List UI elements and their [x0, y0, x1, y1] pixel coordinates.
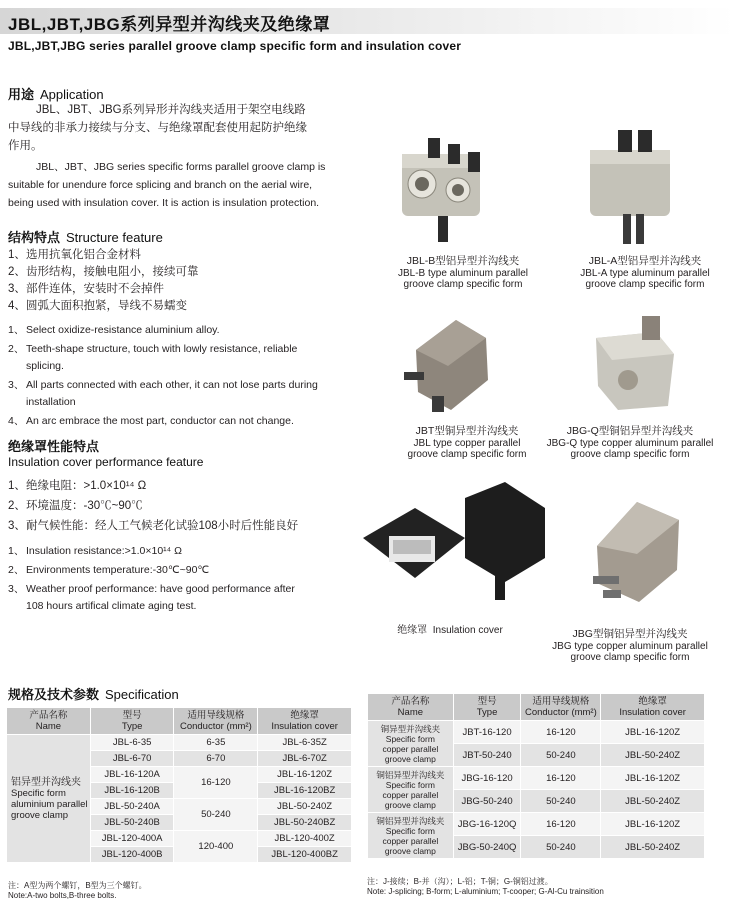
table-row: JBL-16-120B JBL-16-120BZ [7, 783, 352, 799]
list-item: 1、 绝缘电阻：>1.0×10¹⁴ Ω [8, 480, 147, 492]
structure-heading: 结构特点 Structure feature [8, 230, 163, 245]
list-item: splicing. [26, 360, 64, 372]
application-text-en: JBL、JBT、JBG series specific forms parallel groove clamp is suitable for unendure force splicing and branch on the aerial wire, being used with insulation cover. It is action is insulation protection. [8, 161, 326, 209]
list-item: 108 hours artifical climate aging test. [26, 600, 197, 612]
table-row: 铝异型并沟线夹 Specific form aluminium parallel groove clamp JBL-6-35 6-35 JBL-6-35Z [7, 735, 352, 751]
note-left: 注：A型为两个螺钉，B型为三个螺钉。 Note:A-two bolts,B-three bolts. [8, 881, 147, 900]
jbg-q-clamp-image [578, 310, 688, 420]
caption-jbg-q: JBG-Q型铜铝异型并沟线夹 JBG-Q type copper aluminum parallel groove clamp specific form [546, 425, 714, 460]
table-row: 铜铝异型并沟线夹 Specific form copper parallel groove clamp JBG-16-120Q 16-120 JBL-16-120Z [368, 813, 705, 836]
jbl-a-clamp-image [578, 120, 683, 250]
page-title: JBL,JBT,JBG系列异型并沟线夹及绝缘罩 [8, 15, 331, 34]
list-item: 3、 耐气候性能：经人工气候老化试验108小时后性能良好 [8, 520, 299, 532]
list-item: 3、 Weather proof performance: have good performance after [8, 583, 295, 595]
table-row: JBG-50-240Q 50-240 JBL-50-240Z [368, 836, 705, 859]
table-row: JBL-6-70 6-70 JBL-6-70Z [7, 751, 352, 767]
spec-table-aluminium: 产品名称 Name 型号 Type 适用导线规格 Conductor (mm²) 绝缘罩 Insulation cover 铝异型并沟线夹 Specific form aluminium parallel groove clamp JBL-6-35 6-35 JBL-6-35Z JBL-6-70 6-70 JBL-6-70Z JBL-16-120A 16-120 JBL-16-120Z JBL-16-120B JBL-16-120BZ JBL-50-240A 50-240 JBL-50-240Z JBL-50-240B JBL-50-240BZ JBL-120-400A 120-400 JBL-120-400Z JBL-120-400B JBL-120-400BZ [6, 707, 352, 863]
list-item: 1、 选用抗氧化铝合金材料 [8, 249, 141, 261]
spec-heading: 规格及技术参数 Specification [8, 687, 179, 702]
list-item: 3、 部件连体，安装时不会掉件 [8, 283, 164, 295]
table-row: JBL-120-400B JBL-120-400BZ [7, 847, 352, 863]
list-item: 2、 Environments temperature:-30℃~90℃ [8, 564, 210, 576]
table-row: JBT-50-240 50-240 JBL-50-240Z [368, 744, 705, 767]
jbt-clamp-image [396, 310, 506, 420]
table-row: JBL-120-400A 120-400 JBL-120-400Z [7, 831, 352, 847]
list-item: installation [26, 396, 76, 408]
insulation-heading-en: Insulation cover performance feature [8, 455, 204, 469]
list-item: 3、 All parts connected with each other, it can not lose parts during [8, 379, 318, 391]
list-item: 4、 圆弧大面积抱紧，导线不易蠕变 [8, 300, 187, 312]
application-heading: 用途 Application [8, 87, 104, 102]
caption-jbl-b: JBL-B型铝异型并沟线夹 JBL-B type aluminum parallel groove clamp specific form [397, 255, 529, 290]
application-text-cn: JBL、JBT、JBG系列异形并沟线夹适用于架空电线路 中导线的非承力接续与分支、与绝缘罩配套使用起防护绝缘 作用。 [8, 104, 307, 152]
list-item: 4、 An arc embrace the most part, conductor can not change. [8, 415, 294, 427]
insulation-cover-image [355, 478, 555, 616]
insulation-heading-cn: 绝缘罩性能特点 [8, 439, 100, 454]
jbl-b-clamp-image [388, 130, 503, 250]
insulation-list-en [8, 543, 368, 615]
spec-table-copper: 产品名称 Name 型号 Type 适用导线规格 Conductor (mm²) 绝缘罩 Insulation cover 铜异型并沟线夹 Specific form copper parallel groove clamp JBT-16-120 16-120 JBL-16-120Z JBT-50-240 50-240 JBL-50-240Z 铜铝异型并沟线夹 Specific form copper parallel groove clamp JBG-16-120 16-120 JBL-16-120Z JBG-50-240 50-240 JBL-50-240Z 铜铝异型并沟线夹 Specific form copper parallel groove clamp JBG-16-120Q 16-120 JBL-16-120Z JBG-50-240Q 50-240 JBL-50-240Z [367, 693, 705, 859]
list-item: 2、 环境温度：-30℃~90℃ [8, 500, 143, 512]
caption-jbl-a: JBL-A型铝异型并沟线夹 JBL-A type aluminum parallel groove clamp specific form [580, 255, 710, 290]
jbg-clamp-image [583, 490, 693, 610]
table-row: 铜铝异型并沟线夹 Specific form copper parallel groove clamp JBG-16-120 16-120 JBL-16-120Z [368, 767, 705, 790]
list-item: 1、 Insulation resistance:>1.0×10¹⁴ Ω [8, 545, 182, 557]
caption-jbt: JBT型铜异型并沟线夹 JBL type copper parallel groove clamp specific form [407, 425, 527, 460]
list-item: 2、 齿形结构，接触电阻小，接续可靠 [8, 266, 199, 278]
structure-list-cn [8, 247, 199, 315]
page-subtitle: JBL,JBT,JBG series parallel groove clamp specific form and insulation cover [8, 39, 462, 53]
caption-insulation-cover: 绝缘罩 Insulation cover [397, 625, 503, 636]
structure-list-en [8, 322, 368, 430]
list-item: 1、 Select oxidize-resistance aluminium alloy. [8, 324, 220, 336]
caption-jbg: JBG型铜铝异型并沟线夹 JBG type copper aluminum parallel groove clamp specific form [552, 628, 708, 663]
list-item: 2、 Teeth-shape structure, touch with lowly resistance, reliable [8, 343, 298, 355]
table-row: JBL-50-240B JBL-50-240BZ [7, 815, 352, 831]
table-row: JBL-50-240A 50-240 JBL-50-240Z [7, 799, 352, 815]
table-row: JBG-50-240 50-240 JBL-50-240Z [368, 790, 705, 813]
note-right: 注：J-接续；B-并（沟）；L-铝；T-铜；G-铜铝过渡。 Note: J-splicing; B-form; L-aluminium; T-cooper; G-Al-Cu trainsition [367, 877, 604, 896]
table-row: 铜异型并沟线夹 Specific form copper parallel groove clamp JBT-16-120 16-120 JBL-16-120Z [368, 721, 705, 744]
insulation-list-cn [8, 478, 298, 535]
table-row: JBL-16-120A 16-120 JBL-16-120Z [7, 767, 352, 783]
